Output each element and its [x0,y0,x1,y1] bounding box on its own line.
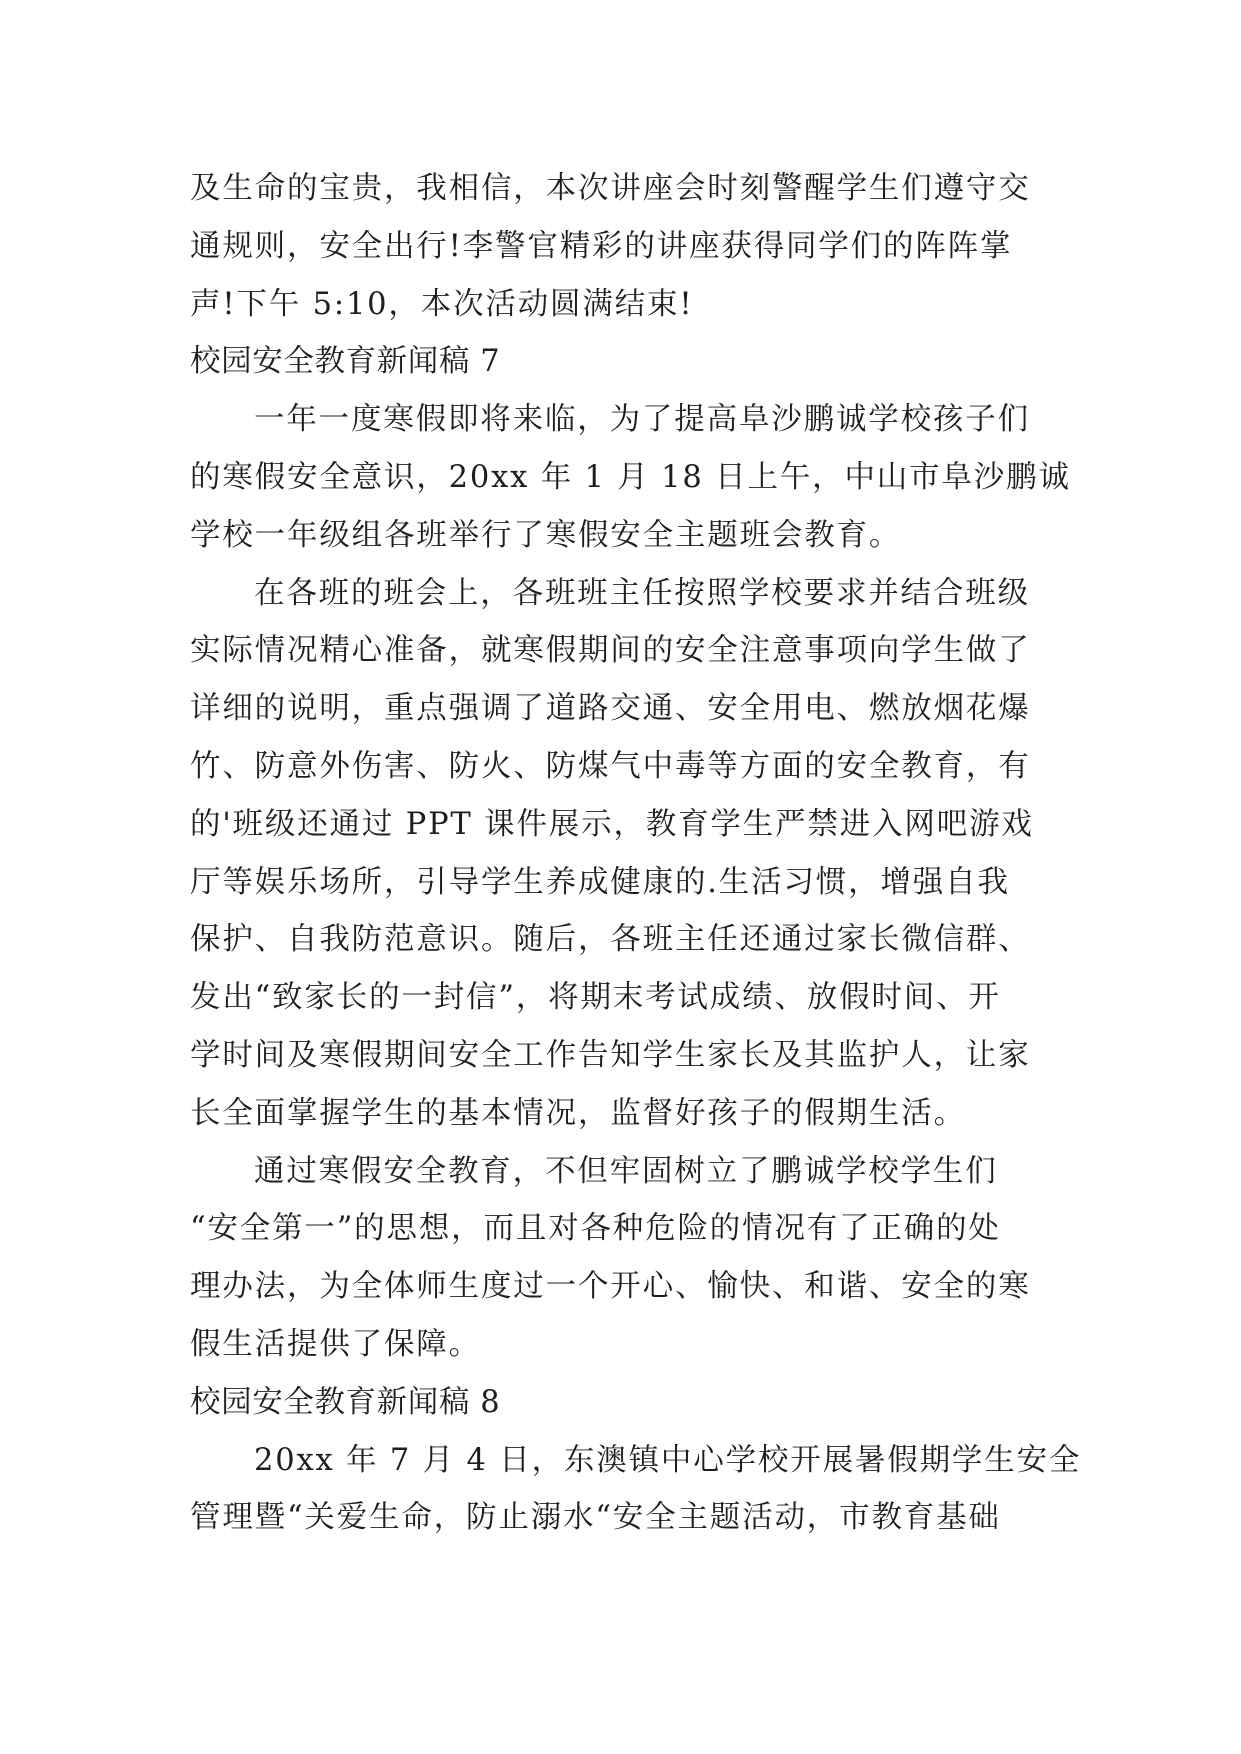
text-line: 通过寒假安全教育，不但牢固树立了鹏诚学校学生们 [254,1153,998,1189]
text-line: 一年一度寒假即将来临，为了提高阜沙鹏诚学校孩子们 [254,402,1030,438]
text-line: “安全第一”的思想，而且对各种危险的情况有了正确的处 [190,1211,1001,1247]
text-line: 长全面掌握学生的基本情况，监督好孩子的假期生活。 [190,1095,966,1131]
text-line: 及生命的宝贵，我相信，本次讲座会时刻警醒学生们遵守交 [190,171,1031,206]
article-7-paragraph-1 [190,391,1071,564]
article-8-paragraph-1 [190,1432,1082,1548]
article-7-title: 校园安全教育新闻稿 7 [190,344,501,380]
text-line: 理办法，为全体师生度过一个开心、愉快、和谐、安全的寒 [190,1269,1031,1305]
text-line: 20xx 年 7 月 4 日，东澳镇中心学校开展暑假期学生安全 [254,1442,1082,1478]
text-line: 在各班的班会上，各班班主任按照学校要求并结合班级 [254,575,1030,611]
article-8-title: 校园安全教育新闻稿 8 [190,1384,501,1420]
text-line: 学时间及寒假期间安全工作告知学生家长及其监护人，让家 [190,1037,1031,1073]
text-line: 厅等娱乐场所，引导学生养成健康的.生活习惯，增强自我 [190,864,1010,900]
article-7-paragraph-3 [190,1143,1052,1374]
text-line: 竹、防意外伤害、防火、防煤气中毒等方面的安全教育，有 [190,748,1031,784]
text-line: 实际情况精心准备，就寒假期间的安全注意事项向学生做了 [190,633,1031,669]
text-line: 发出“致家长的一封信”，将期末考试成绩、放假时间、开 [190,980,1001,1016]
article-7-paragraph-2 [190,565,1052,1143]
text-line: 假生活提供了保障。 [190,1326,481,1362]
text-line: 学校一年级组各班举行了寒假安全主题班会教育。 [190,517,902,553]
text-line: 的寒假安全意识，20xx 年 1 月 18 日上午，中山市阜沙鹏诚 [190,459,1071,495]
text-line: 保护、自我防范意识。随后，各班主任还通过家长微信群、 [190,922,1031,958]
continued-paragraph [190,160,1052,333]
text-line: 声!下午 5:10，本次活动圆满结束! [190,286,694,322]
text-line: 通规则，安全出行!李警官精彩的讲座获得同学们的阵阵掌 [190,228,1013,264]
text-line: 的'班级还通过 PPT 课件展示，教育学生严禁进入网吧游戏 [190,806,1034,842]
document-body [190,160,1082,1547]
text-line: 管理暨“关爱生命，防止溺水“安全主题活动，市教育基础 [190,1500,1001,1536]
text-line: 详细的说明，重点强调了道路交通、安全用电、燃放烟花爆 [190,691,1031,727]
